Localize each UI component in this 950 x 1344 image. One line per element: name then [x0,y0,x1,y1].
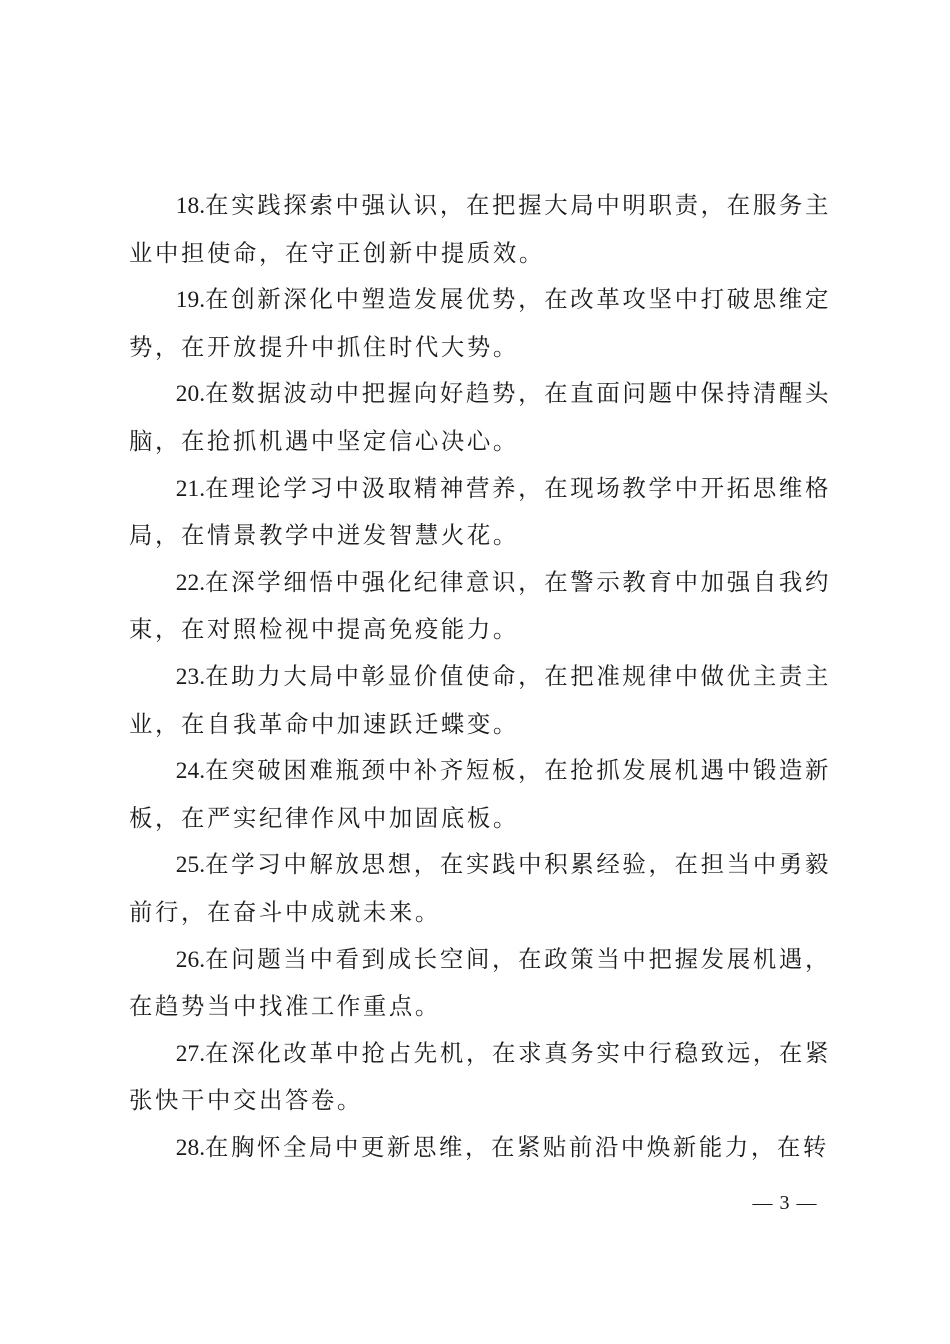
paragraph-text: 在数据波动中把握向好趋势，在直面问题中保持清醒头脑，在抢抓机遇中坚定信心决心。 [129,379,831,455]
paragraph-text: 在突破困难瓶颈中补齐短板，在抢抓发展机遇中锻造新板，在严实纪律作风中加固底板。 [129,756,831,832]
paragraph-26 [129,936,831,1030]
paragraph-text: 在学习中解放思想，在实践中积累经验，在担当中勇毅前行，在奋斗中成就未来。 [129,850,831,926]
paragraph-text: 在助力大局中彰显价值使命，在把准规律中做优主责主业，在自我革命中加速跃迁蝶变。 [129,661,831,738]
paragraph-text: 在深化改革中抢占先机，在求真务实中行稳致远，在紧张快干中交出答卷。 [129,1038,831,1115]
document-body [129,182,831,1171]
paragraph-number: 26. [175,946,206,973]
paragraph-20 [129,370,831,464]
paragraph-text: 在创新深化中塑造发展优势，在改革攻坚中打破思维定势，在开放提升中抓住时代大势。 [129,285,831,361]
paragraph-number: 28. [175,1134,206,1161]
paragraph-text: 在问题当中看到成长空间，在政策当中把握发展机遇，在趋势当中找准工作重点。 [129,944,831,1021]
paragraph-27 [129,1030,831,1124]
paragraph-number: 21. [175,475,206,502]
paragraph-number: 19. [175,287,206,314]
paragraph-text: 在深学细悟中强化纪律意识，在警示教育中加强自我约束，在对照检视中提高免疫能力。 [129,567,831,644]
paragraph-24 [129,747,831,841]
paragraph-number: 24. [175,758,206,785]
page-number: — 3 — [752,1192,818,1214]
paragraph-21 [129,465,831,559]
paragraph-28 [129,1124,831,1172]
paragraph-number: 27. [175,1040,206,1067]
paragraph-text: 在理论学习中汲取精神营养，在现场教学中开拓思维格局，在情景教学中迸发智慧火花。 [129,473,831,550]
paragraph-number: 18. [175,193,206,219]
paragraph-text: 在胸怀全局中更新思维，在紧贴前沿中焕新能力，在转 [205,1132,829,1161]
paragraph-18 [129,182,831,276]
paragraph-22 [129,559,831,653]
paragraph-23 [129,653,831,747]
paragraph-25 [129,841,831,935]
paragraph-number: 20. [175,381,206,408]
paragraph-number: 23. [175,663,206,690]
paragraph-number: 25. [175,852,206,879]
paragraph-19 [129,276,831,370]
paragraph-text: 在实践探索中强认识，在把握大局中明职责，在服务主业中担使命，在守正创新中提质效。 [129,191,831,267]
paragraph-number: 22. [175,569,206,596]
